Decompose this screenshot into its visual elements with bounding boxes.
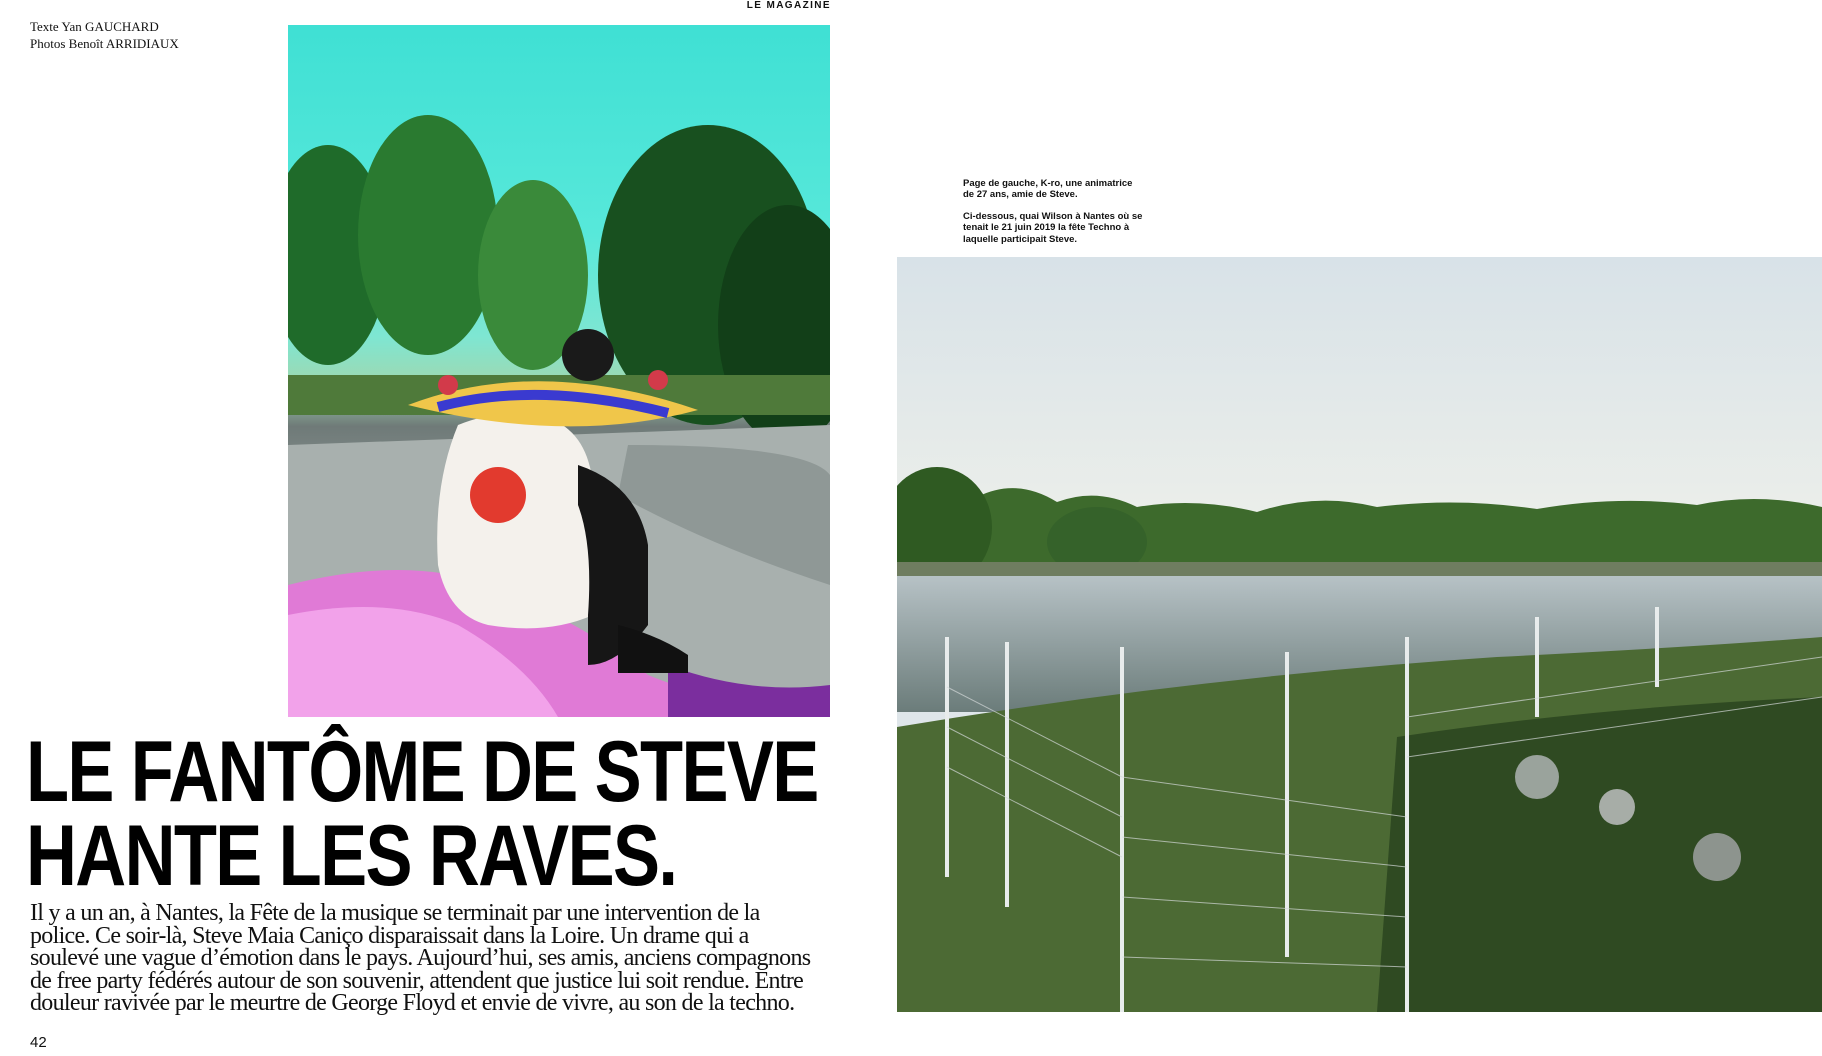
- photo-riverbank-illustration: [897, 257, 1822, 1012]
- headline-line-2: HANTE LES RAVES.: [26, 808, 677, 904]
- credits: [30, 18, 270, 52]
- headline: [26, 724, 818, 904]
- section-label: LE MAGAZINE: [746, 0, 831, 11]
- photo-riverbank: [897, 257, 1822, 1012]
- caption-right-photo: Ci-dessous, quai Wilson à Nantes où se tenait le 21 juin 2019 la fête Techno à laquelle participait Steve.: [963, 210, 1143, 245]
- caption-left-photo: Page de gauche, K-ro, une animatrice de 27 ans, amie de Steve.: [963, 178, 1133, 201]
- author-credit: Texte Yan GAUCHARD: [30, 19, 159, 34]
- article-lede: Il y a un an, à Nantes, la Fête de la musique se terminait par une intervention de la police. Ce soir-là, Steve Maia Caniço disparaissait dans la Loire. Un drame qui a soulevé une vague d’émotion dans le pays. Aujourd’hui, ses amis, anciens compagnons de free party fédérés autour de son souvenir, attendent que justice lui soit rendue. Entre douleur ravivée par le meurtre de George Floyd et envie de vivre, au son de la techno.: [30, 900, 811, 1016]
- photographer-credit: Photos Benoît ARRIDIAUX: [30, 36, 179, 51]
- page-number: 42: [30, 1034, 47, 1051]
- photo-skater: [288, 25, 830, 717]
- headline-line-1: LE FANTÔME DE STEVE: [26, 724, 818, 820]
- photo-caption: [963, 178, 1143, 255]
- photo-skater-illustration: [288, 25, 830, 717]
